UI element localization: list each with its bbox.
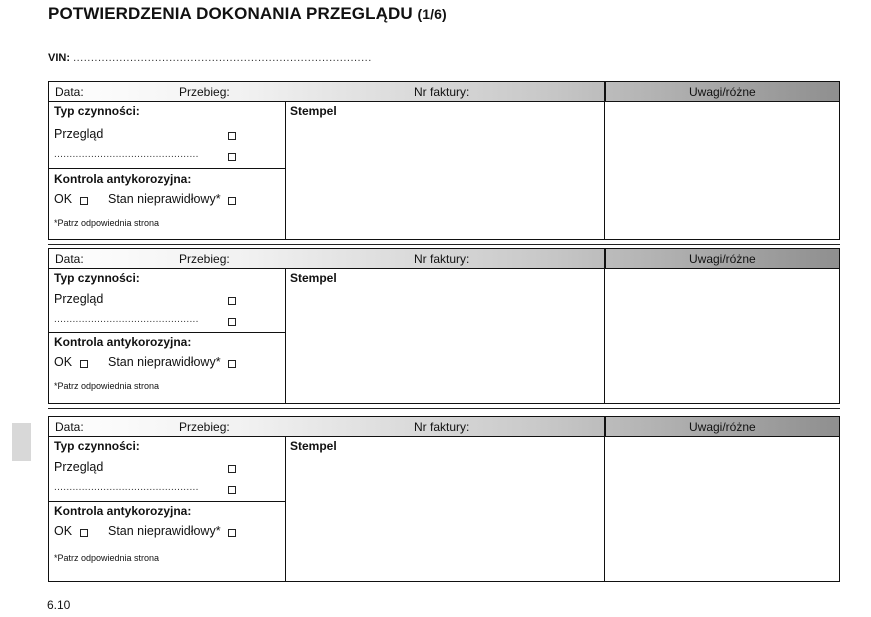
date-label[interactable]: Data: <box>55 252 84 266</box>
ok-label: OK <box>54 355 73 369</box>
page-title <box>48 4 447 24</box>
faulty-state-checkbox[interactable] <box>228 529 236 537</box>
section-divider <box>49 332 285 333</box>
ok-checkbox[interactable] <box>80 360 88 368</box>
inspection-label: Przegląd <box>54 292 104 306</box>
header-divider <box>604 248 606 268</box>
header-divider <box>604 416 606 436</box>
section-divider <box>49 501 285 502</box>
date-label[interactable]: Data: <box>55 85 84 99</box>
footnote: *Patrz odpowiednia strona <box>54 218 160 228</box>
vin-field[interactable] <box>48 52 372 64</box>
page-number: 6.10 <box>47 598 71 612</box>
other-service-line[interactable]: ............................................... <box>54 149 199 160</box>
anticorrosion-heading: Kontrola antykorozyjna: <box>54 504 192 518</box>
stamp-label: Stempel <box>290 439 337 453</box>
service-record-2 <box>48 248 840 404</box>
inspection-checkbox[interactable] <box>228 132 236 140</box>
inspection-label: Przegląd <box>54 460 104 474</box>
remarks-cell[interactable] <box>605 437 839 581</box>
invoice-number-label[interactable]: Nr faktury: <box>414 85 470 99</box>
service-type-cell <box>49 269 286 403</box>
page-title-part: (1/6) <box>417 6 447 22</box>
faulty-state-checkbox[interactable] <box>228 360 236 368</box>
service-type-heading: Typ czynności: <box>54 271 140 285</box>
ok-label: OK <box>54 524 73 538</box>
invoice-number-label[interactable]: Nr faktury: <box>414 252 470 266</box>
record-gap-line <box>48 244 840 245</box>
faulty-state-label: Stan nieprawidłowy* <box>108 524 221 538</box>
faulty-state-label: Stan nieprawidłowy* <box>108 192 221 206</box>
stamp-cell[interactable] <box>286 102 605 239</box>
ok-checkbox[interactable] <box>80 197 88 205</box>
stamp-cell[interactable] <box>286 269 605 403</box>
ok-checkbox[interactable] <box>80 529 88 537</box>
other-service-checkbox[interactable] <box>228 153 236 161</box>
side-tab-marker <box>12 423 31 461</box>
stamp-cell[interactable] <box>286 437 605 581</box>
record-header <box>49 82 839 102</box>
vin-label: VIN: <box>48 52 70 64</box>
service-type-heading: Typ czynności: <box>54 104 140 118</box>
remarks-label: Uwagi/różne <box>689 85 756 99</box>
invoice-number-label[interactable]: Nr faktury: <box>414 420 470 434</box>
record-header <box>49 249 839 269</box>
remarks-label: Uwagi/różne <box>689 420 756 434</box>
stamp-label: Stempel <box>290 271 337 285</box>
mileage-label[interactable]: Przebieg: <box>179 420 230 434</box>
service-type-heading: Typ czynności: <box>54 439 140 453</box>
stamp-label: Stempel <box>290 104 337 118</box>
vin-input-line[interactable]: .................................................................................... <box>73 52 372 64</box>
anticorrosion-heading: Kontrola antykorozyjna: <box>54 172 192 186</box>
ok-label: OK <box>54 192 73 206</box>
record-header <box>49 417 839 437</box>
remarks-label: Uwagi/różne <box>689 252 756 266</box>
inspection-label: Przegląd <box>54 127 104 141</box>
inspection-checkbox[interactable] <box>228 465 236 473</box>
service-record-3 <box>48 416 840 582</box>
other-service-line[interactable]: ............................................... <box>54 482 199 493</box>
inspection-checkbox[interactable] <box>228 297 236 305</box>
mileage-label[interactable]: Przebieg: <box>179 252 230 266</box>
page-title-text: POTWIERDZENIA DOKONANIA PRZEGLĄDU <box>48 4 413 23</box>
footnote: *Patrz odpowiednia strona <box>54 381 160 391</box>
service-record-1 <box>48 81 840 240</box>
anticorrosion-heading: Kontrola antykorozyjna: <box>54 335 192 349</box>
footnote: *Patrz odpowiednia strona <box>54 553 160 563</box>
faulty-state-label: Stan nieprawidłowy* <box>108 355 221 369</box>
date-label[interactable]: Data: <box>55 420 84 434</box>
header-divider <box>604 81 606 101</box>
remarks-cell[interactable] <box>605 269 839 403</box>
other-service-checkbox[interactable] <box>228 486 236 494</box>
other-service-checkbox[interactable] <box>228 318 236 326</box>
service-type-cell <box>49 437 286 581</box>
section-divider <box>49 168 285 169</box>
faulty-state-checkbox[interactable] <box>228 197 236 205</box>
record-gap-line <box>48 408 840 409</box>
mileage-label[interactable]: Przebieg: <box>179 85 230 99</box>
other-service-line[interactable]: ............................................... <box>54 314 199 325</box>
remarks-cell[interactable] <box>605 102 839 239</box>
service-type-cell <box>49 102 286 239</box>
